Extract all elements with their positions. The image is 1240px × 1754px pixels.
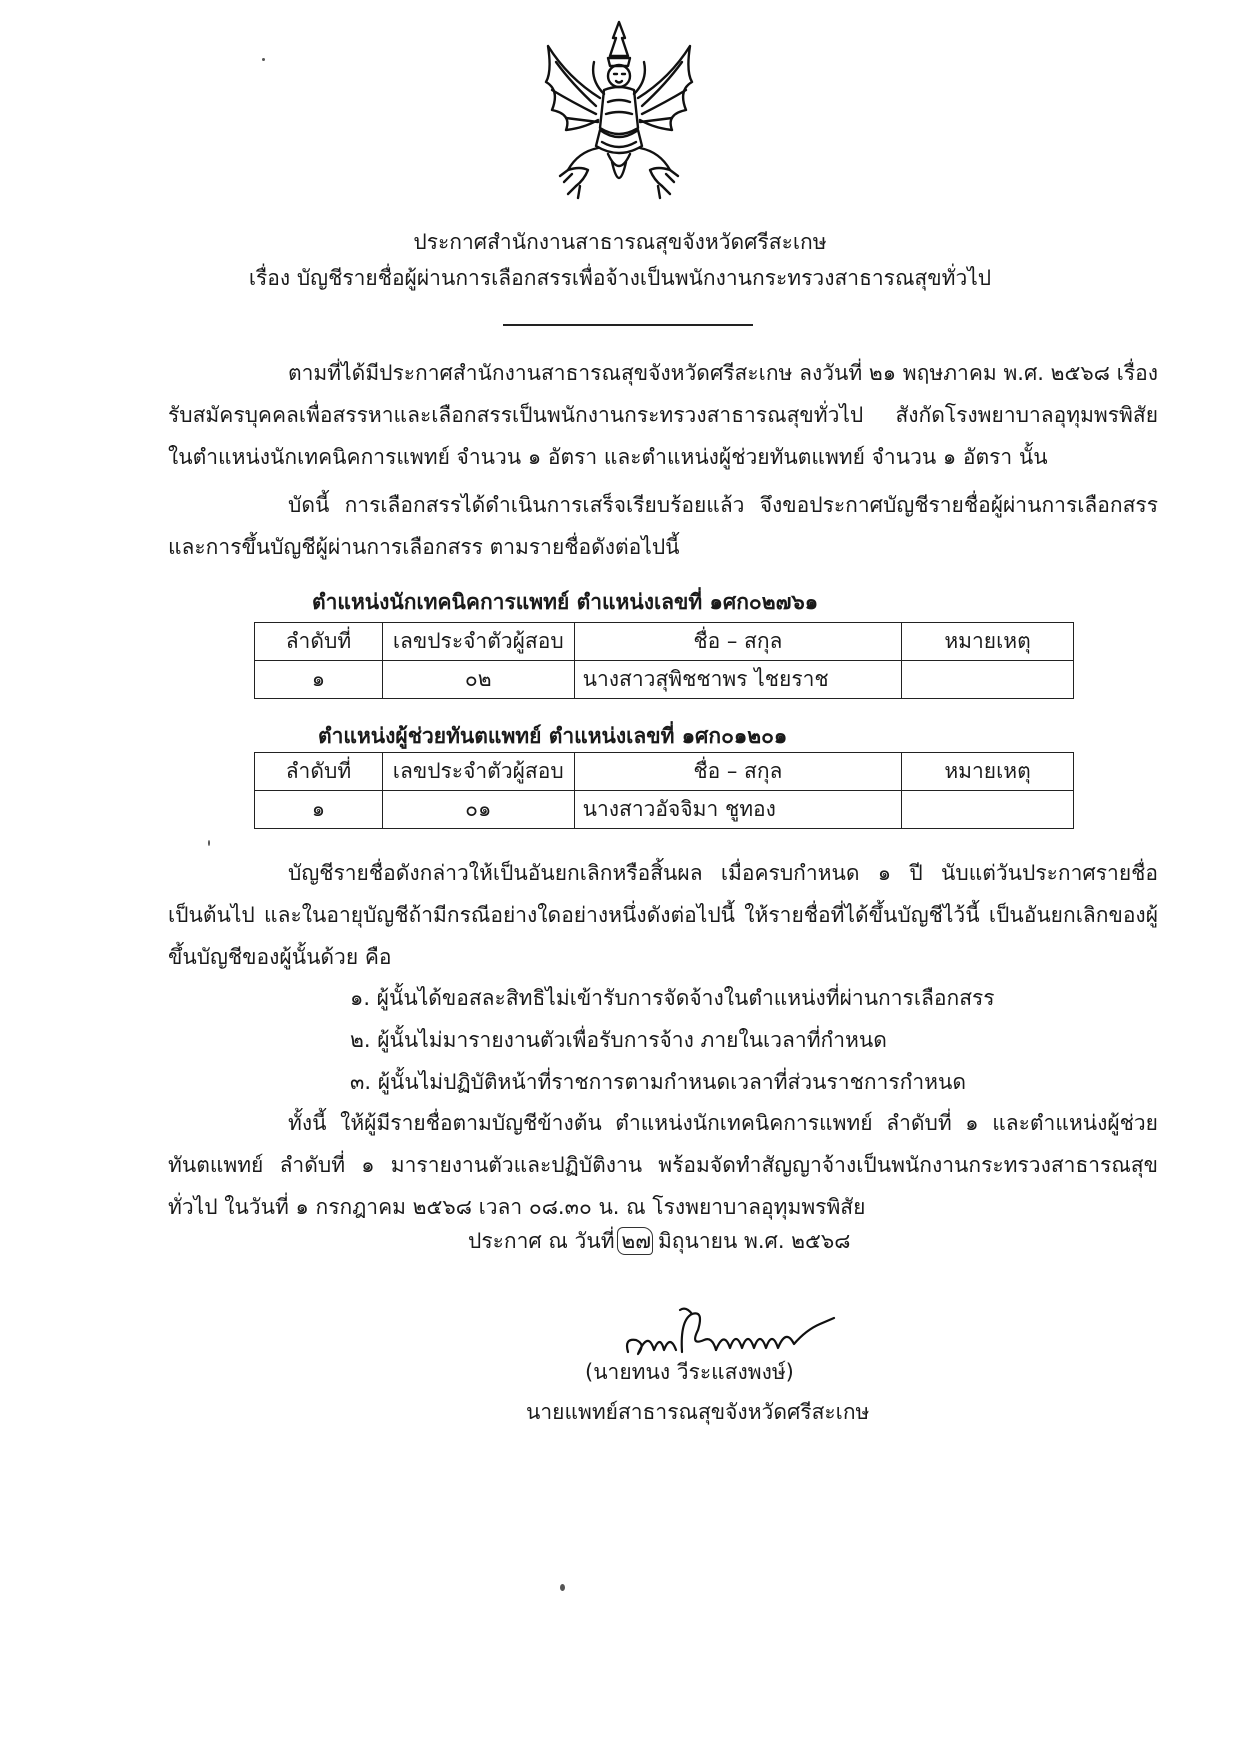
intro-paragraph: ตามที่ได้มีประกาศสำนักงานสาธารณสุขจังหวัดศรีสะเกษ ลงวันที่ ๒๑ พฤษภาคม พ.ศ. ๒๕๖๘ เรื่อง รับสมัครบุคคลเพื่อสรรหาและเลือกสรรเป็นพนักงานกระทรวงสาธารณสุขทั่วไป สังกัดโรงพยาบาลอุทุมพรพิสัย ในตำแหน่งนักเทคนิคการแพทย์ จำนวน ๑ อัตรา และตำแหน่งผู้ช่วยทันตแพทย์ จำนวน ๑ อัตรา นั้น <box>168 361 1158 469</box>
table-row <box>255 791 1074 829</box>
result-table-dental <box>254 752 1074 829</box>
scan-speck <box>262 58 265 61</box>
column-header-remark: หมายเหตุ <box>902 623 1074 661</box>
result-table-medtech <box>254 622 1074 699</box>
scan-speck <box>208 840 210 846</box>
validity-paragraph: บัญชีรายชื่อดังกล่าวให้เป็นอันยกเลิกหรือสิ้นผล เมื่อครบกำหนด ๑ ปี นับแต่วันประกาศรายชื่อเป็นต้นไป และในอายุบัญชีถ้ามีกรณีอย่างใดอย่างหนึ่งดังต่อไปนี้ ให้รายชื่อที่ได้ขึ้นบัญชีไว้นี้ เป็นอันยกเลิกของผู้ขึ้นบัญชีของผู้นั้นด้วย คือ <box>168 861 1158 969</box>
signer-name: (นายทนง วีระแสงพงษ์) <box>585 1360 794 1384</box>
announcement-title: ประกาศสำนักงานสาธารณสุขจังหวัดศรีสะเกษ <box>413 230 827 254</box>
date-day: ๒๗ <box>621 1225 651 1258</box>
date-prefix: ประกาศ ณ วันที่ <box>468 1229 615 1253</box>
column-header-name: ชื่อ – สกุล <box>574 623 901 661</box>
condition-item: ๒. ผู้นั้นไม่มารายงานตัวเพื่อรับการจ้าง ภายในเวลาที่กำหนด <box>350 1028 887 1052</box>
condition-item: ๑. ผู้นั้นได้ขอสละสิทธิไม่เข้ารับการจัดจ้างในตำแหน่งที่ผ่านการเลือกสรร <box>350 986 995 1010</box>
table-header-row <box>255 623 1074 661</box>
column-header-order: ลำดับที่ <box>255 753 383 791</box>
title-divider <box>503 324 753 326</box>
column-header-name: ชื่อ – สกุล <box>574 753 902 791</box>
cell-exam-id: ๐๑ <box>382 791 574 829</box>
cell-name: นางสาวสุพิชชาพร ไชยราช <box>574 661 901 699</box>
column-header-exam-id: เลขประจำตัวผู้สอบ <box>382 753 574 791</box>
scan-speck <box>560 1584 565 1591</box>
cell-order: ๑ <box>255 661 383 699</box>
table-header-row <box>255 753 1074 791</box>
column-header-remark: หมายเหตุ <box>902 753 1074 791</box>
cell-name: นางสาวอัจจิมา ชูทอง <box>574 791 902 829</box>
garuda-emblem-icon <box>538 18 700 203</box>
cell-remark <box>902 661 1074 699</box>
cell-exam-id: ๐๒ <box>382 661 574 699</box>
position-heading-dental: ตำแหน่งผู้ช่วยทันตแพทย์ ตำแหน่งเลขที่ ๑ศก๐๑๒๐๑ <box>318 724 788 748</box>
announcement-subject: เรื่อง บัญชีรายชื่อผู้ผ่านการเลือกสรรเพื่อจ้างเป็นพนักงานกระทรวงสาธารณสุขทั่วไป <box>248 266 992 290</box>
position-heading-medtech: ตำแหน่งนักเทคนิคการแพทย์ ตำแหน่งเลขที่ ๑ศก๐๒๗๖๑ <box>312 590 819 614</box>
date-suffix: มิถุนายน พ.ศ. ๒๕๖๘ <box>657 1229 851 1253</box>
signer-position: นายแพทย์สาธารณสุขจังหวัดศรีสะเกษ <box>526 1400 870 1424</box>
reporting-paragraph: ทั้งนี้ ให้ผู้มีรายชื่อตามบัญชีข้างต้น ตำแหน่งนักเทคนิคการแพทย์ ลำดับที่ ๑ และตำแหน่งผู้ช่วยทันตแพทย์ ลำดับที่ ๑ มารายงานตัวและปฏิบัติงาน พร้อมจัดทำสัญญาจ้างเป็นพนักงานกระทรวงสาธารณสุขทั่วไป ในวันที่ ๑ กรกฎาคม ๒๕๖๘ เวลา ๐๘.๓๐ น. ณ โรงพยาบาลอุทุมพรพิสัย <box>168 1111 1158 1219</box>
cell-order: ๑ <box>255 791 383 829</box>
table-row <box>255 661 1074 699</box>
cell-remark <box>902 791 1074 829</box>
column-header-exam-id: เลขประจำตัวผู้สอบ <box>382 623 574 661</box>
condition-item: ๓. ผู้นั้นไม่ปฏิบัติหน้าที่ราชการตามกำหนดเวลาที่ส่วนราชการกำหนด <box>350 1070 966 1094</box>
column-header-order: ลำดับที่ <box>255 623 383 661</box>
result-paragraph: บัดนี้ การเลือกสรรได้ดำเนินการเสร็จเรียบร้อยแล้ว จึงขอประกาศบัญชีรายชื่อผู้ผ่านการเลือกสรรและการขึ้นบัญชีผู้ผ่านการเลือกสรร ตามรายชื่อดังต่อไปนี้ <box>168 493 1158 559</box>
announcement-date <box>468 1225 850 1258</box>
